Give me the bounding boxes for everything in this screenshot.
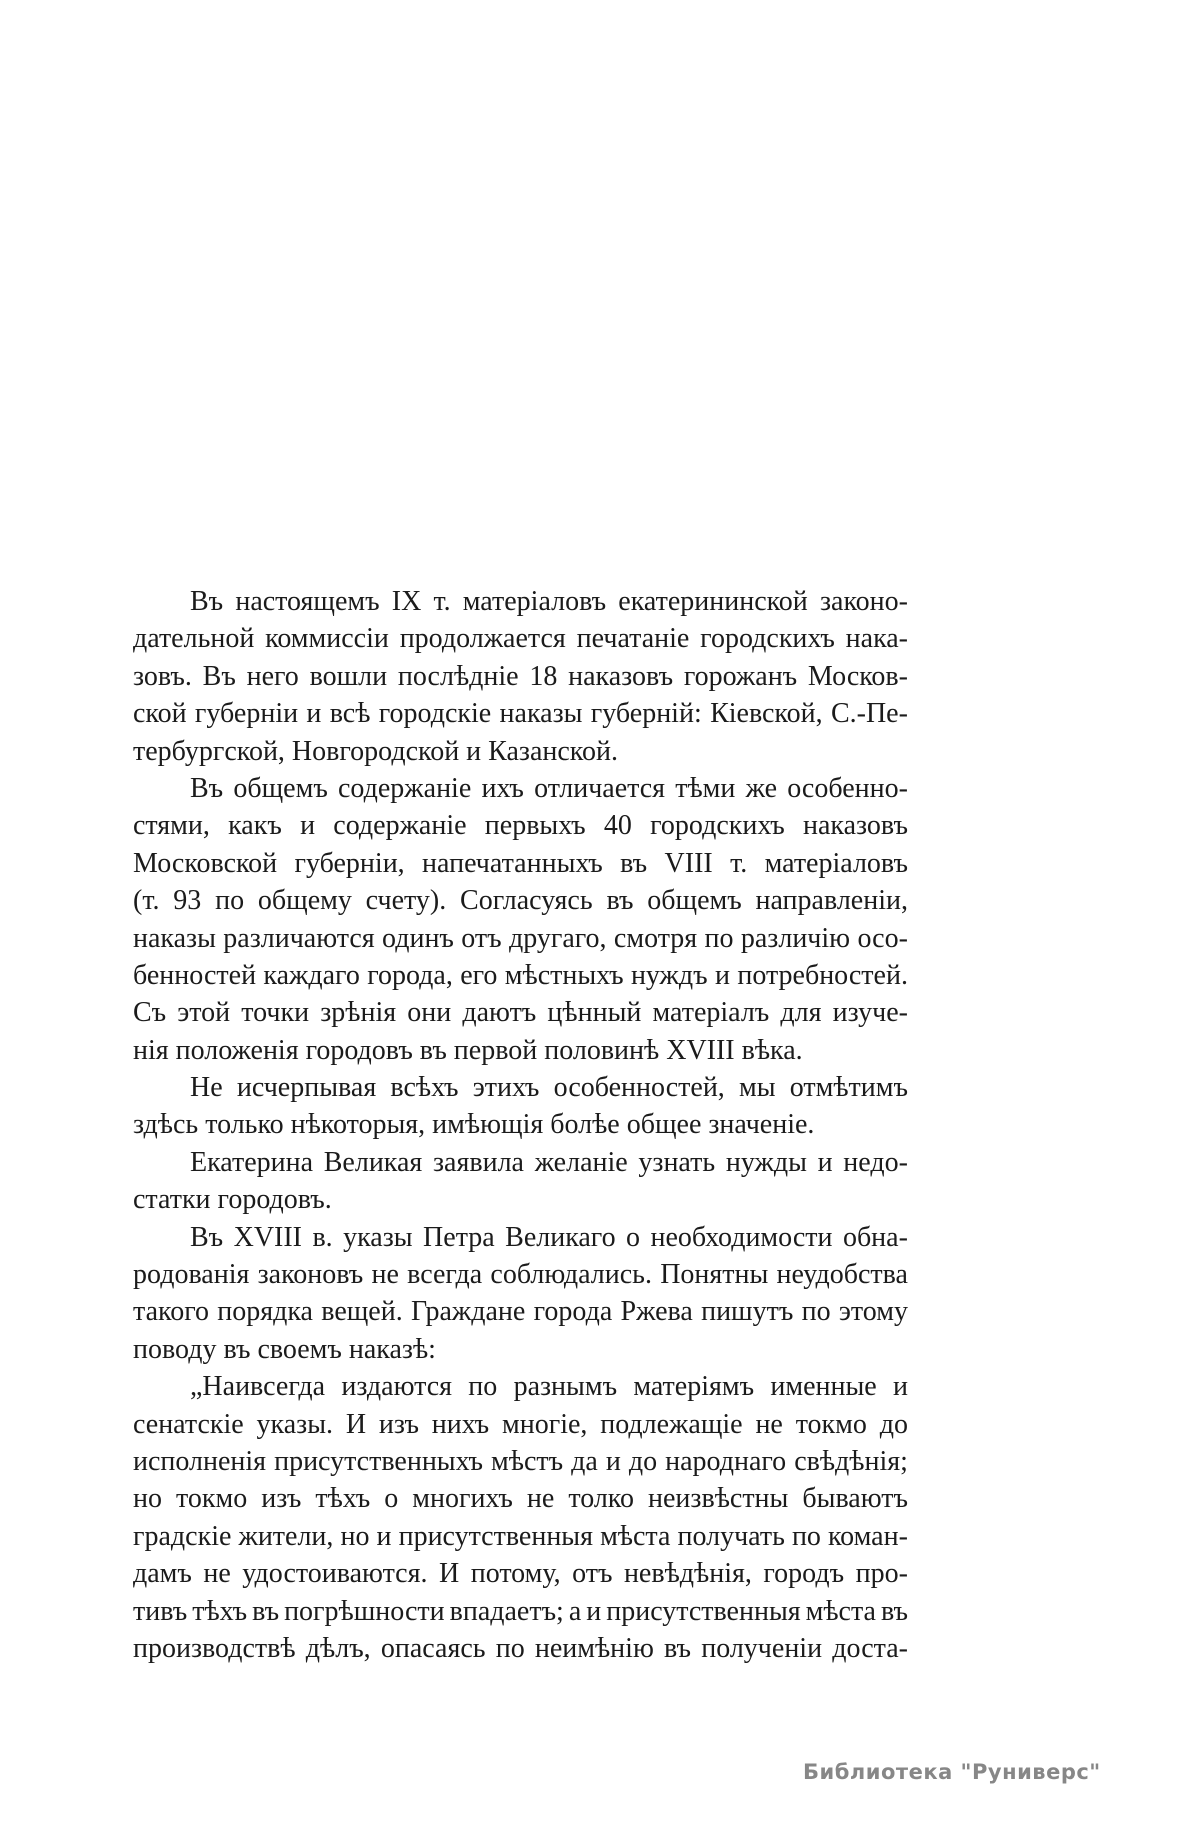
text-line: [133, 770, 908, 807]
word: особенно-: [787, 772, 908, 804]
word: Екатерина: [190, 1146, 314, 1178]
word: Москов-: [807, 660, 908, 692]
word: продолжается: [399, 623, 566, 655]
word: въ: [606, 885, 634, 917]
word: губерній:: [590, 698, 702, 730]
word: напечатанныхъ: [422, 847, 603, 879]
word: о: [626, 1221, 641, 1253]
word: Въ: [190, 772, 224, 804]
paragraph: [133, 1368, 908, 1667]
word: всегда: [407, 1259, 483, 1291]
word: про-: [855, 1558, 908, 1590]
word: указы: [343, 1221, 413, 1253]
word: отмѣтимъ: [789, 1072, 908, 1104]
word: Московской: [133, 847, 278, 879]
word: не: [371, 1259, 399, 1291]
word: и: [586, 1595, 602, 1627]
word: по: [791, 1520, 821, 1552]
paragraph: [133, 583, 908, 770]
word: мѣста: [805, 1595, 876, 1627]
word: впадаетъ;: [449, 1595, 564, 1627]
word: тѣми: [675, 772, 736, 804]
word: издаются: [341, 1371, 453, 1403]
word: полученіи: [701, 1632, 823, 1664]
word: каждаго: [263, 959, 360, 991]
word: изъ: [378, 1408, 419, 1440]
word: и: [714, 959, 730, 991]
text-line: тербургской, Новгородской и Казанской.: [133, 735, 618, 767]
word: IX: [391, 586, 422, 617]
word: Великая: [323, 1146, 423, 1178]
word: нихъ: [431, 1408, 490, 1440]
word: общемъ: [233, 772, 328, 804]
word: Понятны: [660, 1259, 769, 1291]
word: 40: [603, 810, 632, 842]
text-line: [133, 845, 908, 882]
text-line: [133, 620, 908, 657]
text-line: [133, 658, 908, 695]
word: отличается: [534, 772, 666, 804]
word: дѣлъ,: [305, 1632, 371, 1664]
word: сенатскіе: [133, 1408, 244, 1440]
word: ихъ: [481, 772, 524, 804]
text-line: [133, 583, 908, 620]
word: Въ: [190, 1221, 224, 1253]
word: мы: [739, 1072, 776, 1104]
text-line: [133, 957, 908, 994]
word: погрѣшности: [284, 1595, 445, 1627]
word: порядка: [217, 1296, 313, 1328]
word: осо-: [857, 922, 908, 954]
word: С.-Пе-: [830, 698, 908, 730]
word: коммиссіи: [265, 623, 389, 655]
word: точки: [241, 997, 310, 1029]
word: законовъ: [257, 1259, 364, 1291]
word: по: [215, 885, 245, 917]
word: первыхъ: [484, 810, 586, 842]
word: направленіи,: [755, 885, 908, 917]
word: губерніи,: [294, 847, 405, 879]
word: изуче-: [832, 997, 908, 1029]
word: дамъ: [133, 1558, 192, 1590]
word: 93: [173, 885, 202, 917]
word: и: [306, 698, 322, 730]
word: удостоиваются.: [242, 1558, 428, 1590]
word: всѣ: [329, 698, 371, 730]
text-line: [133, 1069, 908, 1106]
text-line: [133, 1518, 908, 1555]
word: же: [745, 772, 777, 804]
word: т.: [730, 847, 748, 879]
word: (т.: [133, 885, 160, 917]
word: отъ: [572, 1558, 613, 1590]
paragraph: [133, 1069, 908, 1144]
word: для: [780, 997, 822, 1029]
word: опасаясь: [380, 1632, 486, 1664]
word: смотря: [613, 922, 698, 954]
word: Въ: [202, 660, 236, 692]
word: до: [628, 1445, 658, 1477]
word: тѣхъ: [192, 1595, 248, 1627]
word: города: [533, 1296, 613, 1328]
word: какъ: [228, 810, 282, 842]
word: въ: [664, 1632, 692, 1664]
word: недо-: [843, 1146, 908, 1178]
word: да: [571, 1445, 598, 1477]
word: пишутъ: [701, 1296, 794, 1328]
text-line: [133, 807, 908, 844]
word: „Наивсегда: [190, 1371, 326, 1403]
word: градскіе: [133, 1520, 232, 1552]
word: соблюдались.: [490, 1259, 652, 1291]
word: всѣхъ: [390, 1072, 459, 1104]
word: этихъ: [472, 1072, 540, 1104]
word: отъ: [461, 922, 502, 954]
text-line: [133, 1555, 908, 1592]
word: жители,: [238, 1520, 334, 1552]
word: узнать: [638, 1146, 716, 1178]
word: исполненія: [133, 1445, 267, 1477]
word: т.: [433, 586, 451, 617]
text-line: [133, 695, 908, 732]
word: городъ: [763, 1558, 845, 1590]
word: послѣдніе: [397, 660, 519, 692]
word: вещей.: [321, 1296, 403, 1328]
text-line: [133, 1480, 908, 1517]
word: матеріямъ: [633, 1371, 755, 1403]
word: горожанъ: [683, 660, 798, 692]
word: въ: [252, 1595, 280, 1627]
word: разнымъ: [513, 1371, 618, 1403]
word: счету).: [365, 885, 447, 917]
word: необходимости: [650, 1221, 833, 1253]
word: по: [495, 1632, 525, 1664]
word: народнаго: [665, 1445, 787, 1477]
word: городскіе: [378, 698, 492, 730]
word: содержаніе: [338, 772, 472, 804]
word: Кіевской,: [710, 698, 823, 730]
word: и: [605, 1445, 621, 1477]
word: родованія: [133, 1259, 250, 1291]
word: присутственныя: [606, 1595, 801, 1627]
paragraph: [133, 1144, 908, 1219]
word: въ: [880, 1595, 908, 1627]
word: многихъ: [412, 1483, 513, 1515]
word: И: [345, 1408, 367, 1440]
word: наказы: [133, 922, 216, 954]
word: Петра: [423, 1221, 495, 1253]
word: желаніе: [534, 1146, 628, 1178]
word: потребностей.: [737, 959, 908, 991]
text-line: статки городовъ.: [133, 1184, 332, 1216]
word: токмо: [795, 1408, 867, 1440]
word: мѣста: [600, 1520, 671, 1552]
word: неимѣнію: [534, 1632, 654, 1664]
word: 18: [529, 660, 558, 692]
word: нужды: [725, 1146, 807, 1178]
word: обна-: [842, 1221, 908, 1253]
word: губерніи: [194, 698, 299, 730]
word: наказы: [499, 698, 583, 730]
text-line: [133, 920, 908, 957]
word: нака-: [845, 623, 908, 655]
word: не: [203, 1558, 231, 1590]
word: коман-: [827, 1520, 908, 1552]
word: не: [526, 1483, 555, 1515]
text-line: [133, 1593, 908, 1630]
word: мѣстъ: [491, 1445, 564, 1477]
word: изъ: [261, 1483, 302, 1515]
word: городскихъ: [700, 623, 835, 655]
word: но: [133, 1483, 162, 1515]
word: но: [340, 1520, 370, 1552]
word: производствѣ: [133, 1632, 296, 1664]
word: этому: [838, 1296, 908, 1328]
library-watermark: Библиотека "Руниверс": [803, 1760, 1101, 1784]
word: не: [755, 1408, 783, 1440]
word: общему: [257, 885, 352, 917]
word: матеріаловъ: [462, 586, 607, 617]
word: Согласуясь: [460, 885, 593, 917]
word: зрѣнія: [320, 997, 397, 1029]
text-line: [133, 1368, 908, 1405]
paragraph: [133, 770, 908, 1069]
word: и: [376, 1520, 392, 1552]
word: бываютъ: [802, 1483, 908, 1515]
word: до: [879, 1408, 908, 1440]
word: о: [384, 1483, 399, 1515]
word: невѣдѣнія,: [623, 1558, 752, 1590]
word: настоящемъ: [235, 586, 380, 617]
word: общемъ: [647, 885, 742, 917]
word: его: [460, 959, 498, 991]
text-line: здѣсь только нѣкоторыя, имѣющія болѣе общее значеніе.: [133, 1109, 815, 1141]
word: зовъ.: [133, 660, 192, 692]
word: ской: [133, 698, 187, 730]
word: города,: [367, 959, 453, 991]
word: мѣстныхъ: [504, 959, 624, 991]
text-line: [133, 1256, 908, 1293]
word: Въ: [190, 586, 224, 617]
word: дательной: [133, 623, 255, 655]
paragraph: [133, 1219, 908, 1369]
text-line: нія положенія городовъ въ первой половинѣ XVIII вѣка.: [133, 1034, 803, 1066]
word: XVIII: [233, 1221, 303, 1253]
word: него: [246, 660, 299, 692]
word: наказовъ: [803, 810, 908, 842]
word: различаются: [223, 922, 375, 954]
text-line: [133, 1630, 908, 1667]
word: а: [568, 1595, 582, 1627]
text-line: [133, 994, 908, 1031]
word: Граждане: [411, 1296, 526, 1328]
word: указы.: [256, 1408, 334, 1440]
word: VIII: [664, 847, 713, 879]
word: печатаніе: [576, 623, 690, 655]
word: такого: [133, 1296, 209, 1328]
word: нуждъ: [630, 959, 708, 991]
word: в.: [312, 1221, 333, 1253]
word: толко: [568, 1483, 634, 1515]
text-line: [133, 1443, 908, 1480]
word: Ржева: [620, 1296, 693, 1328]
text-line: поводу въ своемъ наказѣ:: [133, 1333, 436, 1365]
word: стями,: [133, 810, 210, 842]
word: И: [438, 1558, 460, 1590]
word: неудобства: [776, 1259, 908, 1291]
word: городскихъ: [650, 810, 785, 842]
word: они: [407, 997, 452, 1029]
word: въ: [620, 847, 648, 879]
word: подлежащіе: [600, 1408, 743, 1440]
word: присутственныхъ: [274, 1445, 484, 1477]
word: матеріаловъ: [764, 847, 908, 879]
word: присутственныя: [398, 1520, 593, 1552]
word: Съ: [133, 997, 167, 1029]
word: матеріалъ: [652, 997, 770, 1029]
word: исчерпывая: [236, 1072, 377, 1104]
word: по: [468, 1371, 498, 1403]
text-line: [133, 1293, 908, 1330]
word: потому,: [470, 1558, 561, 1590]
word: наказовъ: [568, 660, 674, 692]
word: именные: [770, 1371, 877, 1403]
word: одинъ: [382, 922, 454, 954]
word: доста-: [832, 1632, 908, 1664]
word: тивъ: [133, 1595, 188, 1627]
word: тѣхъ: [315, 1483, 371, 1515]
word: законо-: [819, 586, 908, 617]
word: различію: [740, 922, 851, 954]
word: и: [892, 1371, 908, 1403]
word: особенностей,: [553, 1072, 725, 1104]
word: неизвѣстны: [648, 1483, 789, 1515]
word: по: [704, 922, 734, 954]
word: по: [801, 1296, 831, 1328]
word: токмо: [176, 1483, 248, 1515]
word: и: [817, 1146, 833, 1178]
text-line: [133, 1144, 908, 1181]
word: и: [300, 810, 316, 842]
text-line: [133, 882, 908, 919]
text-line: [133, 1219, 908, 1256]
word: Великаго: [505, 1221, 616, 1253]
text-block: [133, 583, 908, 1667]
word: екатерининской: [618, 586, 808, 617]
text-line: [133, 1406, 908, 1443]
word: другаго,: [508, 922, 607, 954]
word: даютъ: [462, 997, 537, 1029]
word: цѣнный: [547, 997, 642, 1029]
word: получать: [677, 1520, 785, 1552]
word: свѣдѣнія;: [794, 1445, 908, 1477]
word: многіе,: [502, 1408, 588, 1440]
word: содержаніе: [333, 810, 467, 842]
word: заявила: [433, 1146, 524, 1178]
word: этой: [177, 997, 231, 1029]
word: Не: [190, 1072, 223, 1104]
word: вошли: [309, 660, 388, 692]
word: бенностей: [133, 959, 257, 991]
